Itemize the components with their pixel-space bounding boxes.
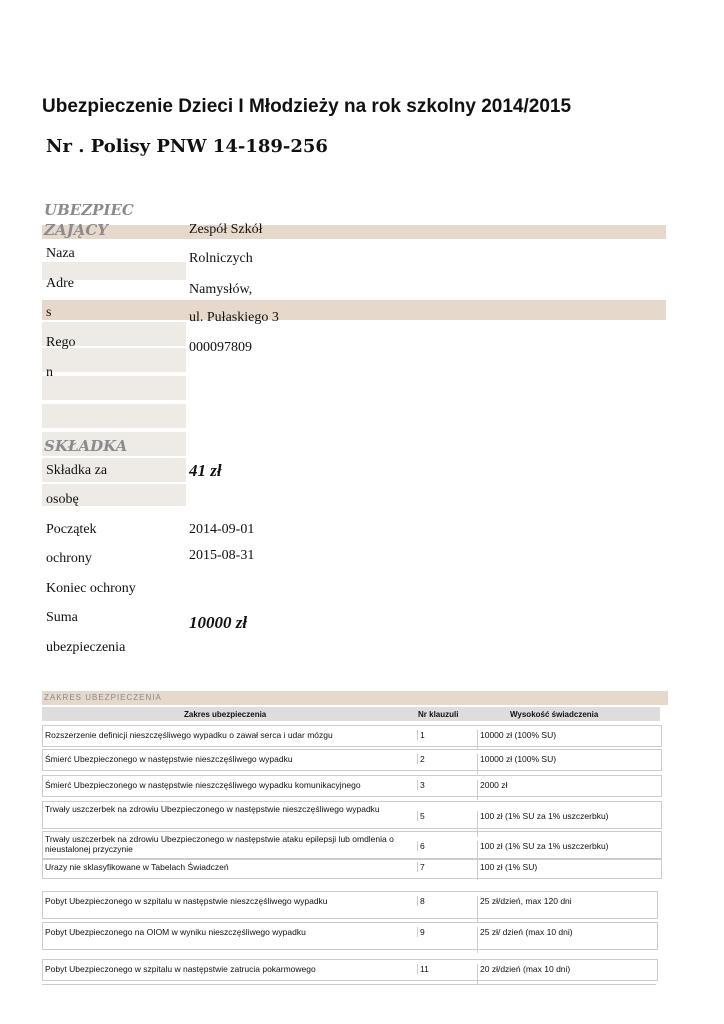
row-clause-number: 2 — [417, 754, 425, 764]
row-amount: 10000 zł (100% SU) — [477, 754, 556, 774]
row-clause-number: 5 — [417, 811, 425, 821]
premium-per-person-label-cont: osobę — [46, 492, 79, 507]
row-amount: 10000 zł (100% SU) — [477, 730, 556, 750]
row-description: Rozszerzenie definicji nieszczęśliwego wypadku o zawał serca i udar mózgu — [45, 730, 333, 740]
row-clause-number: 1 — [417, 730, 425, 740]
row-amount: 25 zł/dzień, max 120 dni — [477, 896, 572, 922]
table-row — [42, 725, 662, 747]
row-amount: 20 zł/dzień (max 10 dni) — [477, 964, 570, 984]
scope-heading: ZAKRES UBEZPIECZENIA — [42, 691, 668, 705]
scope-table-header — [42, 707, 660, 721]
row-description: Śmierć Ubezpieczonego w następstwie nieszczęśliwego wypadku komunikacyjnego — [45, 780, 361, 790]
table-row — [42, 959, 658, 981]
insurer-heading-line1: UBEZPIEC — [44, 201, 134, 219]
row-description: Śmierć Ubezpieczonego w następstwie nieszczęśliwego wypadku — [45, 754, 293, 764]
table-row — [42, 801, 662, 829]
insurer-name-value-cont: Rolniczych — [189, 251, 253, 266]
insurer-label-regon: Rego — [46, 335, 76, 350]
insurer-regon-value: 000097809 — [189, 340, 252, 355]
coverage-start-value: 2014-09-01 — [189, 522, 255, 537]
row-description: Pobyt Ubezpieczonego w szpitalu w następstwie nieszczęśliwego wypadku — [45, 896, 328, 906]
sum-insured-label: Suma — [46, 610, 78, 625]
insurer-city-value: Namysłów, — [189, 282, 253, 297]
row-amount: 100 zł (1% SU za 1% uszczerbku) — [477, 841, 609, 867]
row-description: Trwały uszczerbek na zdrowiu Ubezpieczonego w następstwie ataku epilepsji lub omdlenia o nieustalonej przyczynie — [45, 834, 394, 854]
insurer-heading-line2: ZAJĄCY — [44, 221, 108, 239]
row-amount: 2000 zł — [477, 780, 507, 800]
premium-heading: SKŁADKA — [44, 437, 128, 455]
insurer-label-regon-cont: n — [46, 365, 53, 380]
row-amount: 100 zł (1% SU za 1% uszczerbku) — [477, 811, 609, 837]
table-row — [42, 749, 662, 771]
table-row — [42, 891, 658, 919]
column-header-amount: Wysokość świadczenia — [510, 710, 599, 719]
table-row — [42, 922, 658, 950]
column-header-scope: Zakres ubezpieczenia — [184, 710, 267, 719]
coverage-start-label: Początek — [46, 522, 97, 537]
row-description: Trwały uszczerbek na zdrowiu Ubezpieczonego w następstwie nieszczęśliwego wypadku — [45, 804, 380, 814]
premium-per-person-label: Składka za — [46, 463, 108, 478]
row-clause-number: 3 — [417, 780, 425, 790]
row-clause-number: 11 — [417, 964, 429, 974]
row-description: Urazy nie sklasyfikowane w Tabelach Świadczeń — [45, 862, 229, 872]
column-header-clause: Nr klauzuli — [418, 710, 459, 719]
coverage-end-value: 2015-08-31 — [189, 548, 255, 563]
table-row — [42, 775, 662, 797]
table-row — [42, 859, 662, 879]
label-cell — [42, 376, 186, 400]
insurer-name-value: Zespół Szkół — [189, 222, 263, 237]
row-clause-number: 6 — [417, 841, 425, 851]
sum-insured-value: 10000 zł — [189, 613, 248, 632]
coverage-start-label-cont: ochrony — [46, 551, 92, 566]
table-bottom-rule — [42, 984, 656, 985]
row-clause-number: 7 — [417, 862, 425, 872]
sum-insured-label-cont: ubezpieczenia — [46, 640, 126, 655]
row-clause-number: 9 — [417, 927, 425, 937]
row-clause-number: 8 — [417, 896, 425, 906]
insurer-heading-band — [42, 225, 666, 239]
premium-per-person-value: 41 zł — [189, 461, 222, 480]
insurer-label-address: Adre — [46, 276, 74, 291]
row-description: Pobyt Ubezpieczonego w szpitalu w następstwie zatrucia pokarmowego — [45, 964, 316, 974]
insurer-label-address-cont: s — [46, 305, 52, 320]
insurer-label-name: Naza — [46, 246, 75, 261]
row-description: Pobyt Ubezpieczonego na OIOM w wyniku nieszczęśliwego wypadku — [45, 927, 306, 937]
policy-number: Nr . Polisy PNW 14-189-256 — [46, 136, 328, 157]
row-amount: 100 zł (1% SU) — [477, 862, 537, 880]
row-amount: 25 zł/ dzień (max 10 dni) — [477, 927, 573, 953]
document-title: Ubezpieczenie Dzieci I Młodzieży na rok szkolny 2014/2015 — [42, 96, 572, 117]
label-cell — [42, 348, 186, 372]
coverage-end-label: Koniec ochrony — [46, 581, 136, 596]
table-row — [42, 831, 662, 859]
insurer-row-band — [42, 300, 666, 320]
insurer-street-value: ul. Pułaskiego 3 — [189, 310, 279, 325]
label-cell — [42, 404, 186, 428]
